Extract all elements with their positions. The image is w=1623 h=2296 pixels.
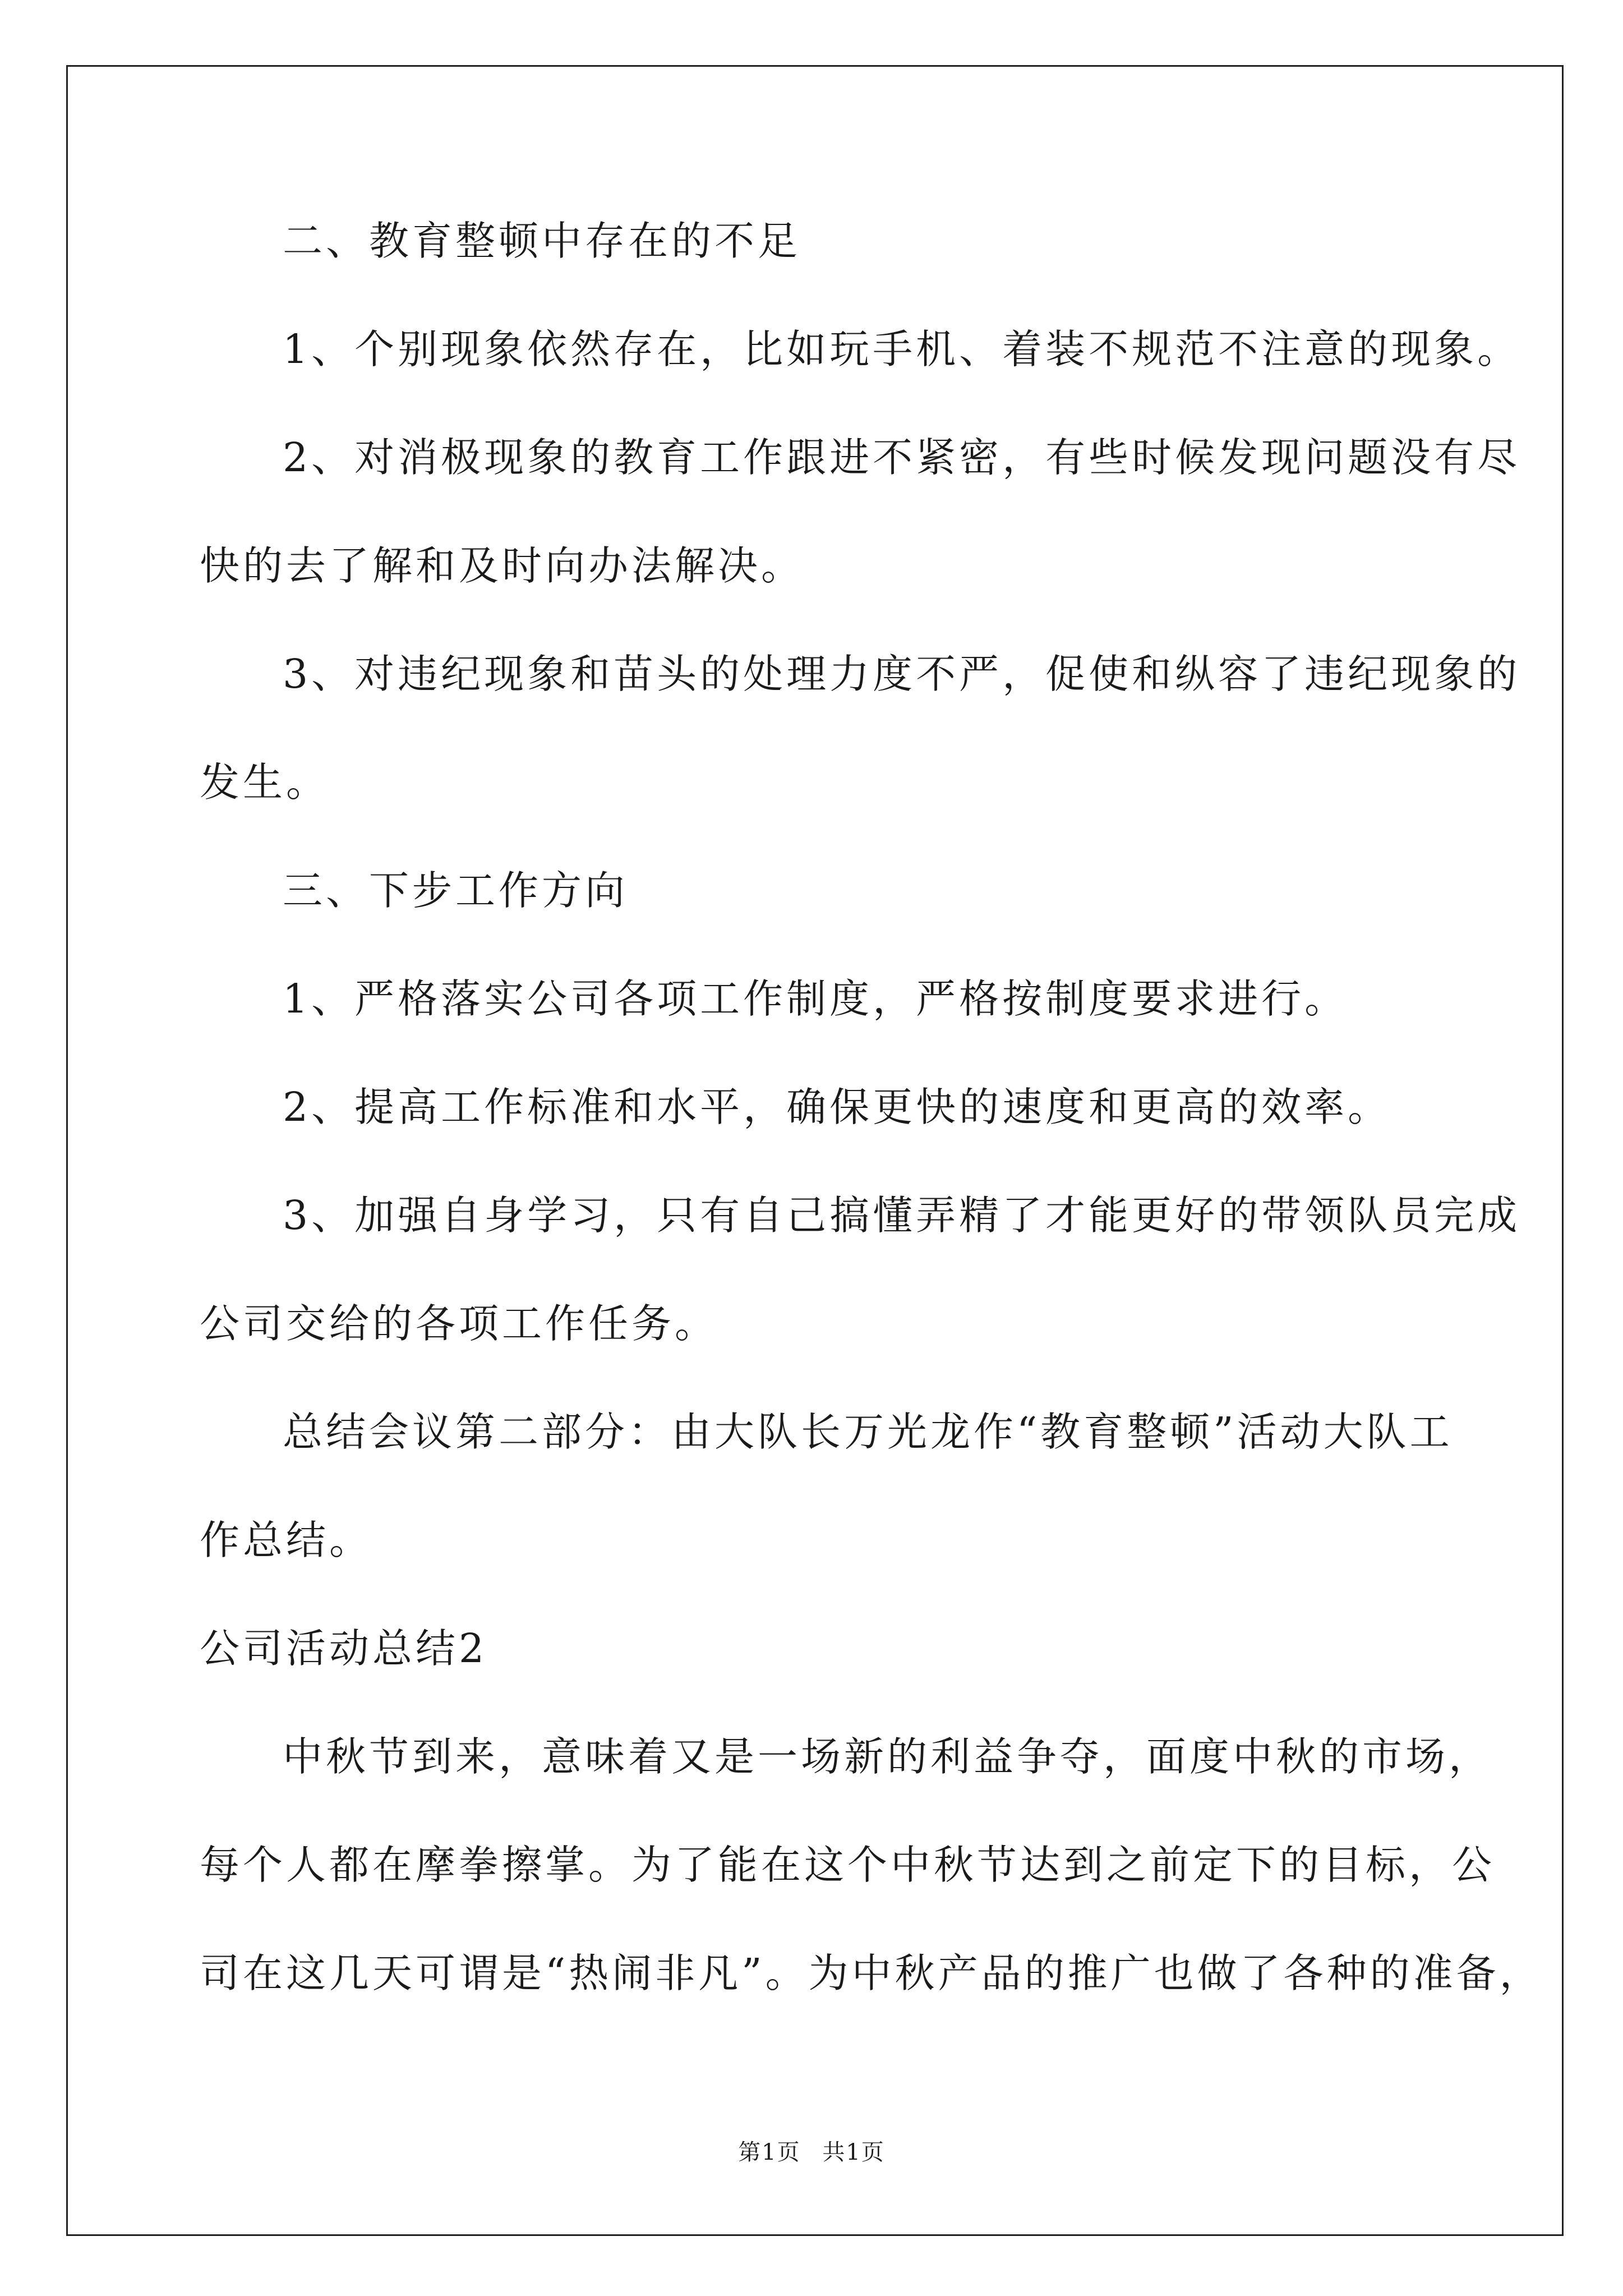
- section-heading: 二、教育整顿中存在的不足: [283, 218, 801, 264]
- paragraph-line: 3、对违纪现象和苗头的处理力度不严，促使和纵容了违纪现象的: [283, 651, 1521, 697]
- page-border: [66, 65, 1564, 2236]
- paragraph-line: 快的去了解和及时向办法解决。: [200, 542, 805, 589]
- paragraph-line: 2、对消极现象的教育工作跟进不紧密，有些时候发现问题没有尽: [283, 434, 1521, 481]
- section-heading: 三、下步工作方向: [283, 867, 629, 914]
- paragraph-line: 1、严格落实公司各项工作制度，严格按制度要求进行。: [283, 976, 1348, 1022]
- page-footer: [0, 2138, 1623, 2166]
- paragraph-line: 2、提高工作标准和水平，确保更快的速度和更高的效率。: [283, 1084, 1391, 1130]
- paragraph-line: 公司交给的各项工作任务。: [200, 1300, 718, 1347]
- paragraph-line: 每个人都在摩拳擦掌。为了能在这个中秋节达到之前定下的目标，公: [200, 1842, 1496, 1888]
- paragraph-line: 发生。: [200, 759, 330, 806]
- paragraph-line: 总结会议第二部分：由大队长万光龙作“教育整顿”活动大队工: [283, 1409, 1453, 1455]
- paragraph-line: 中秋节到来，意味着又是一场新的利益争夺，面度中秋的市场，: [283, 1733, 1492, 1780]
- paragraph-line: 作总结。: [200, 1517, 373, 1563]
- page-number: 第1页: [738, 2139, 801, 2165]
- paragraph-line: 3、加强自身学习，只有自己搞懂弄精了才能更好的带领队员完成: [283, 1192, 1521, 1239]
- paragraph-line: 1、个别现象依然存在，比如玩手机、着装不规范不注意的现象。: [283, 326, 1521, 372]
- page-total: 共1页: [822, 2139, 885, 2165]
- paragraph-line: 司在这几天可谓是“热闹非凡”。为中秋产品的推广也做了各种的准备，: [200, 1950, 1543, 1996]
- article-title: 公司活动总结2: [200, 1625, 488, 1672]
